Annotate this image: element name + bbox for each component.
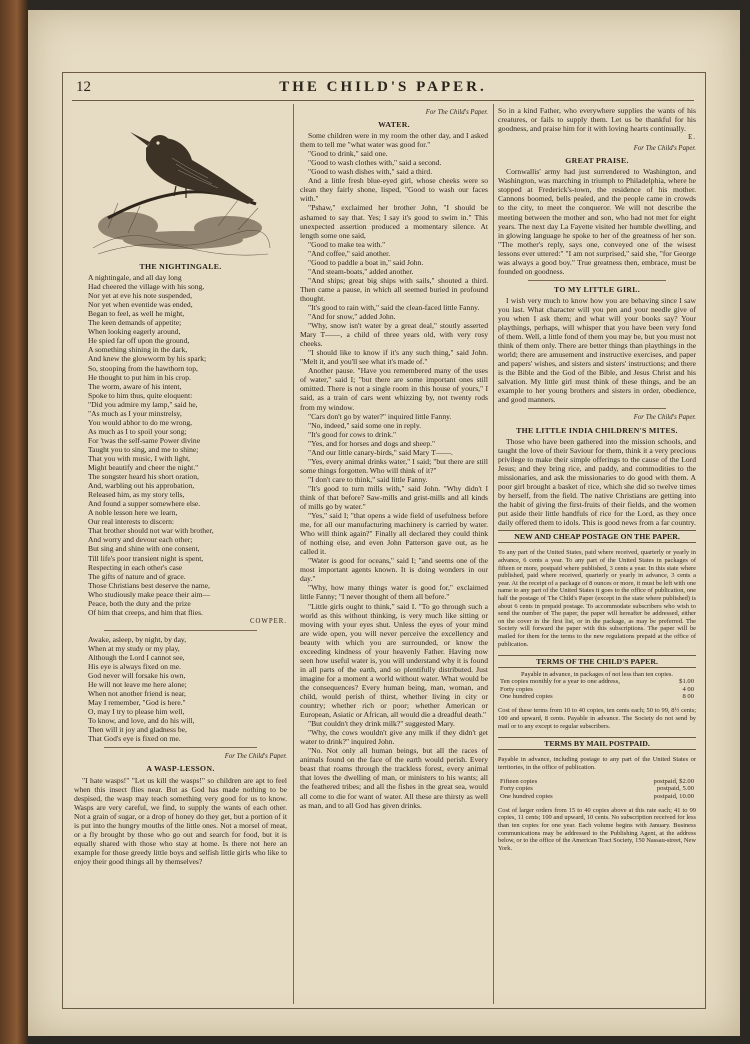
water-paragraph: "Good to paddle a boat in," said John. bbox=[308, 257, 424, 267]
price-value: postpaid, 5.00 bbox=[656, 785, 694, 793]
water-paragraph: Some children were in my room the other day, and I asked them to tell me "what water was good for." bbox=[300, 131, 488, 150]
nightingale-title: THE NIGHTINGALE. bbox=[139, 262, 222, 271]
price-value: 4 00 bbox=[682, 685, 694, 693]
credit-line: For The Child's Paper. bbox=[633, 414, 696, 422]
article-signature: E. bbox=[688, 134, 696, 142]
price-value: 8 00 bbox=[682, 693, 694, 701]
price-label: One hundred copies bbox=[500, 693, 553, 701]
page-header bbox=[72, 76, 694, 100]
price-row bbox=[498, 678, 696, 686]
wasp-lesson-text: "I hate wasps!" "Let us kill the wasps!" so children are apt to feel when this insect flies near. But as God has made nothing to be despised, the wasp may teach something very good for us to know. Wasps are very careful, we find, to supply the wants of each other. Not a grain of sugar, or a drop of honey do they get, but a portion of it is put into the hungry mouths of the little ones. Not a morsel of meat, or a fly brought by those who go out and search for food, but it is equally shared with those who stay at home. Is there not here an example for those greedy little boys and selfish little girls who like to enjoy their good things all by themselves? bbox=[74, 775, 287, 866]
column-3 bbox=[498, 106, 696, 859]
column-1 bbox=[74, 106, 287, 866]
water-paragraph: "I should like to know if it's any such thing," said John. "Melt it, and you'll see what it's made of." bbox=[300, 348, 488, 367]
price-label: Forty copies bbox=[500, 785, 533, 793]
mail-terms-note: Cost of larger orders from 15 to 40 copies above at this rate each; 41 to 99 copies, 11 cents; 100 and upward, 10 cents. No subscription received for less than ten copies for one year. Each volume begins with January. Business communications may be addressed to the Publishing Agent, at the address below, or to the office of the American Tract Society, 150 Nassau-street, New York. bbox=[498, 806, 696, 852]
nightingale-poem: A nightingale, and all day long Had cheered the village with his song, Nor yet at eve his note suspended, Nor yet when eventide was ended, Began to feel, as well he might, The keen demands of appetite; When looking eagerly around, He spied far off upon the ground, A something shining in the dark, And knew the glowworm by his spark; So, stooping from the hawthorn top, He thought to put him in his crop. The worm, aware of his intent, Spoke to him thus, quite eloquent: "Did you admire my lamp," said he, "As much as I your minstrelsy, You would abhor to do me wrong, As much as I to spoil your song; For 'twas the self-same Power divine Taught you to sing, and me to shine; That you with music, I with light, Might beautify and cheer the night." The songster heard his short oration, And, warbling out his approbation, Released him, as my story tells, And found a supper somewhere else. A noble lesson here we learn, Our real interests to discern: That brother should not war with brother, And worry and devour each other; But sing and shine with one consent, Till life's poor transient night is spent, Respecting in each other's case The gifts of nature and of grace. Those Christians best deserve the name, Who studiously make peace their aim— Peace, both the duty and the prize Of him that creeps, and him that flies. bbox=[88, 273, 214, 617]
column-2 bbox=[300, 106, 488, 810]
price-label: Fifteen copies bbox=[500, 777, 538, 785]
water-paragraph: "Good to make tea with." bbox=[308, 239, 386, 249]
price-label: One hundred copies bbox=[500, 792, 553, 800]
water-article-end: So in a kind Father, who everywhere supplies the wants of his creatures, or fails to supply them. Let us be thankful for his goodness, and praise him for it with loving hearts continually. bbox=[498, 106, 696, 134]
price-value: $1.00 bbox=[679, 678, 694, 686]
water-title: WATER. bbox=[378, 120, 410, 130]
price-value: postpaid, 10.00 bbox=[653, 792, 694, 800]
great-praise-text: Cornwallis' army had just surrendered to Washington, and Washington, was marching in triumph to Philadelphia, where he stopped at Frederick's-town, the residence of his mother. Cannons boomed, bells pealed, and the people came in crowds to the city, to meet the conqueror. We will not describe the meeting between the mother and son, who had not met for eight years. The next day La Fayette visited her humble dwelling, and in glowing language he spoke to her of the greatness of her son. "The mother's reply, says one, conveyed one of the wisest lessons ever uttered:" "I am not surprised," said she, "for George was always a good boy." True greatness then, embrace, must be founded on goodness. bbox=[498, 167, 696, 276]
water-paragraph: "And coffee," said another. bbox=[308, 248, 391, 258]
water-paragraph: "Why, how many things water is good for," exclaimed little Fanny; "I never thought of them all before." bbox=[300, 583, 488, 602]
header-rule bbox=[72, 100, 694, 101]
water-paragraph: "Cars don't go by water?" inquired little Fanny. bbox=[308, 411, 452, 421]
mail-terms-table bbox=[498, 778, 696, 801]
mail-terms-intro: Payable in advance, including postage to any part of the United States or territories, in the office of publication. bbox=[498, 755, 696, 771]
water-paragraph: "Why, snow isn't water by a great deal," stoutly asserted Mary T——, a child of three years old, with very rosy cheeks. bbox=[300, 321, 488, 349]
water-paragraph: "And for snow," added John. bbox=[308, 312, 396, 322]
water-paragraph: And a little fresh blue-eyed girl, whose cheeks were so clean they fairly shone, lisped, "Good to wash our faces with." bbox=[300, 176, 488, 204]
price-value: postpaid, $2.00 bbox=[653, 777, 694, 785]
mail-terms-title: TERMS BY MAIL POSTPAID. bbox=[498, 737, 696, 750]
price-label: Ten copies monthly for a year to one address, bbox=[500, 678, 620, 686]
postage-title: NEW AND CHEAP POSTAGE ON THE PAPER. bbox=[498, 530, 696, 543]
newspaper-title: THE CHILD'S PAPER. bbox=[279, 79, 487, 95]
terms-note: Cost of these terms from 10 to 40 copies, ten cents each; 50 to 99, 8½ cents; 100 and upward, 8 cents. Payable in advance. The Society do not send by mail or to any except to regular subscribers. bbox=[498, 707, 696, 730]
terms-intro: Payable in advance, in packages of not less than ten copies. bbox=[521, 670, 673, 678]
water-paragraph: Another pause. "Have you remembered many of the uses of water," said I; "but there are some important ones still omitted. There is not a single room in this house of yours," I said, as a train of cars went whizzing by, not twenty rods from my window. bbox=[300, 366, 488, 412]
water-paragraph: "But couldn't they drink milk?" suggested Mary. bbox=[308, 719, 455, 729]
little-girl-text: I wish very much to know how you are behaving since I saw you last. What character will you pen and your needle give of you when I ask them; and what will your books say? Your playthings, perhaps, will whisper that you have been very fond of them. Well, a little fond of them you may be, but you must not think of them only. There are better things than playthings in the world; there are amusement and instructive exercises, and paper and papers' wishes, and sisters and sisters' instructions; and there is the Bible and the God of the Bible, and Jesus Christ and his salvation. My little girl must think of these things, and be an example to her young brothers and sisters in order, obedience, and good manners. bbox=[498, 295, 696, 405]
credit-line: For The Child's Paper. bbox=[224, 753, 287, 761]
page-number: 12 bbox=[76, 79, 91, 95]
terms-title: TERMS OF THE CHILD'S PAPER. bbox=[498, 655, 696, 668]
india-mites-title: THE LITTLE INDIA CHILDREN'S MITES. bbox=[516, 425, 678, 435]
divider bbox=[528, 280, 666, 281]
water-paragraph: "Good to wash clothes with," said a second. bbox=[308, 158, 442, 168]
price-label: Forty copies bbox=[500, 685, 533, 693]
water-paragraph: "It's good to rain with," said the clean-faced little Fanny. bbox=[308, 302, 480, 312]
water-paragraph: "Yes, and for horses and dogs and sheep." bbox=[308, 438, 436, 448]
water-paragraph: "It's good to turn mills with," said John. "Why didn't I think of that before? Saw-mills and grist-mills and all kinds of mills go by water." bbox=[300, 483, 488, 512]
column-divider bbox=[293, 104, 294, 1004]
water-paragraph: "And our little canary-birds," said Mary T——. bbox=[308, 447, 453, 457]
price-row bbox=[498, 778, 696, 786]
water-paragraph: "And ships; great big ships with sails," shouted a third. Then came a pause, in which all seemed buried in profound thought. bbox=[300, 275, 488, 303]
price-row bbox=[498, 785, 696, 793]
column-divider bbox=[493, 104, 494, 1004]
price-row bbox=[498, 793, 696, 801]
water-paragraph: "Good to wash dishes with," said a third. bbox=[308, 167, 433, 177]
divider bbox=[104, 630, 257, 631]
water-paragraph: "No. Not only all human beings, but all the races of animals found on the face of the earth would perish. Every beast that roams through the trackless forest, every animal that loves the dwelling of man, or ministers to his wants; all the feathered tribes; and all the fishes in the great sea, would all come to die for want of water. All these are thirsty as well as man, and to all God has given drinks. bbox=[300, 746, 488, 810]
water-paragraph: "I don't care to think," said little Fanny. bbox=[308, 474, 428, 484]
water-paragraph: "Why, the cows wouldn't give any milk if they didn't get water to drink?" inquired John. bbox=[300, 728, 488, 747]
water-paragraph: "No, indeed," said some one in reply. bbox=[308, 420, 422, 430]
awake-asleep-poem: Awake, asleep, by night, by day, When at my study or my play, Although the Lord I cannot see, His eye is always fixed on me. God never will forsake his own, He will not leave me here alone; When not another friend is near, May I remember, "God is here." O, may I try to please him well, To know, and love, and do his will, Then will it joy and gladness be, That God's eye is fixed on me. bbox=[88, 634, 195, 744]
water-article bbox=[300, 131, 488, 810]
little-girl-title: TO MY LITTLE GIRL. bbox=[554, 284, 640, 294]
book-binding bbox=[0, 0, 28, 1044]
water-paragraph: "Good to drink," said one. bbox=[308, 149, 388, 159]
terms-table bbox=[498, 678, 696, 701]
water-paragraph: "Little girls ought to think," said I. "To go through such a world as this without thinking, is very much like sitting or moving with your eyes shut. Unless the eyes of your mind are wide open, you will never perceive the excellency and beauty with which you are surrounded, or know the exceeding kindness of your heavenly Father. Having now seen how useful water is, you will understand why it is found in all parts of the earth, and so plentifully distributed. Just imagine for a moment a world without water. What would be the consequences? Every human being, man, woman, and child, would perish of thirst, whether living in city or country; whether rich or poor; whether American or European, Asiatic or African, all would die a dreadful death." bbox=[300, 601, 488, 720]
water-paragraph: "Yes," said I; "that opens a wide field of usefulness before me, for all our manufacturing machinery is carried by water. Who will think again?" Finally all declared they could think of nothing else, and even John Patterson gave out, as he called it. bbox=[300, 511, 488, 557]
divider bbox=[104, 747, 257, 748]
postage-text: To any part of the United States, paid where received, quarterly or yearly in advance, 6 cents a year. To any part of the United States in packages of fifteen or more, postpaid where published, 3 cents a year. In this state where published, paid where received, quarterly or yearly in advance, 3 cents a year. At the receipt of a package of 8 ounces or more, it must be left with one name to any part of the United States it goes to the office of publication, one half the postage of The Child's Paper (except in the state where published) is about 6 cents in prepaid postage. To accommodate subscribers who wish to send the number of The paper, the paper will hereafter be addressed, either on the cover in the first list, or in the package, as may be preferred. The Society will forward the paper with this subscriptions. The paper will be mailed for them for the terms to the new regulations prepaid at the office of publication. bbox=[498, 549, 696, 648]
india-mites-text: Those who have been gathered into the mission schools, and taught the love of their Saviour for them, think it a very precious privilege to make their simple offerings to the cause of the Lord Jesus; and they bring rice, and paddy, and commodities to the missionaries, and ask the missionaries to do good with them. A poor girl brought a basket of rice, which she did so twelve times by herself, from the field. The native Christians are getting into the habit of giving the first-fruits of their fields, and the women put aside their little handfuls of rice for the Lord, as they once daily offered them to idols. This is good news from a far country. bbox=[498, 436, 696, 527]
credit-line: For The Child's Paper. bbox=[425, 109, 488, 116]
credit-line: For The Child's Paper. bbox=[633, 145, 696, 153]
water-paragraph: "Yes, every animal drinks water," I said; "but there are still some things forgotten. Who will think of it?" bbox=[300, 456, 488, 475]
price-row bbox=[498, 693, 696, 701]
poem-author: COWPER. bbox=[249, 617, 287, 625]
wasp-lesson-title: A WASP-LESSON. bbox=[146, 764, 215, 774]
water-paragraph: "Pshaw," exclaimed her brother John, "I should be ashamed to say that. Yes; I say it's good to swim in." This unexpected assertion produced a momentary silence. At length some one said, bbox=[300, 203, 488, 240]
water-paragraph: "Water is good for oceans," said I; "and seems one of the most important agents known. It is doing wonders in our day." bbox=[300, 556, 488, 584]
great-praise-title: GREAT PRAISE. bbox=[565, 156, 629, 166]
water-paragraph: "And steam-boats," added another. bbox=[308, 266, 414, 276]
water-paragraph: "It's good for cows to drink." bbox=[308, 429, 397, 439]
price-row bbox=[498, 686, 696, 694]
nightingale-illustration bbox=[88, 108, 274, 258]
divider bbox=[528, 408, 666, 409]
